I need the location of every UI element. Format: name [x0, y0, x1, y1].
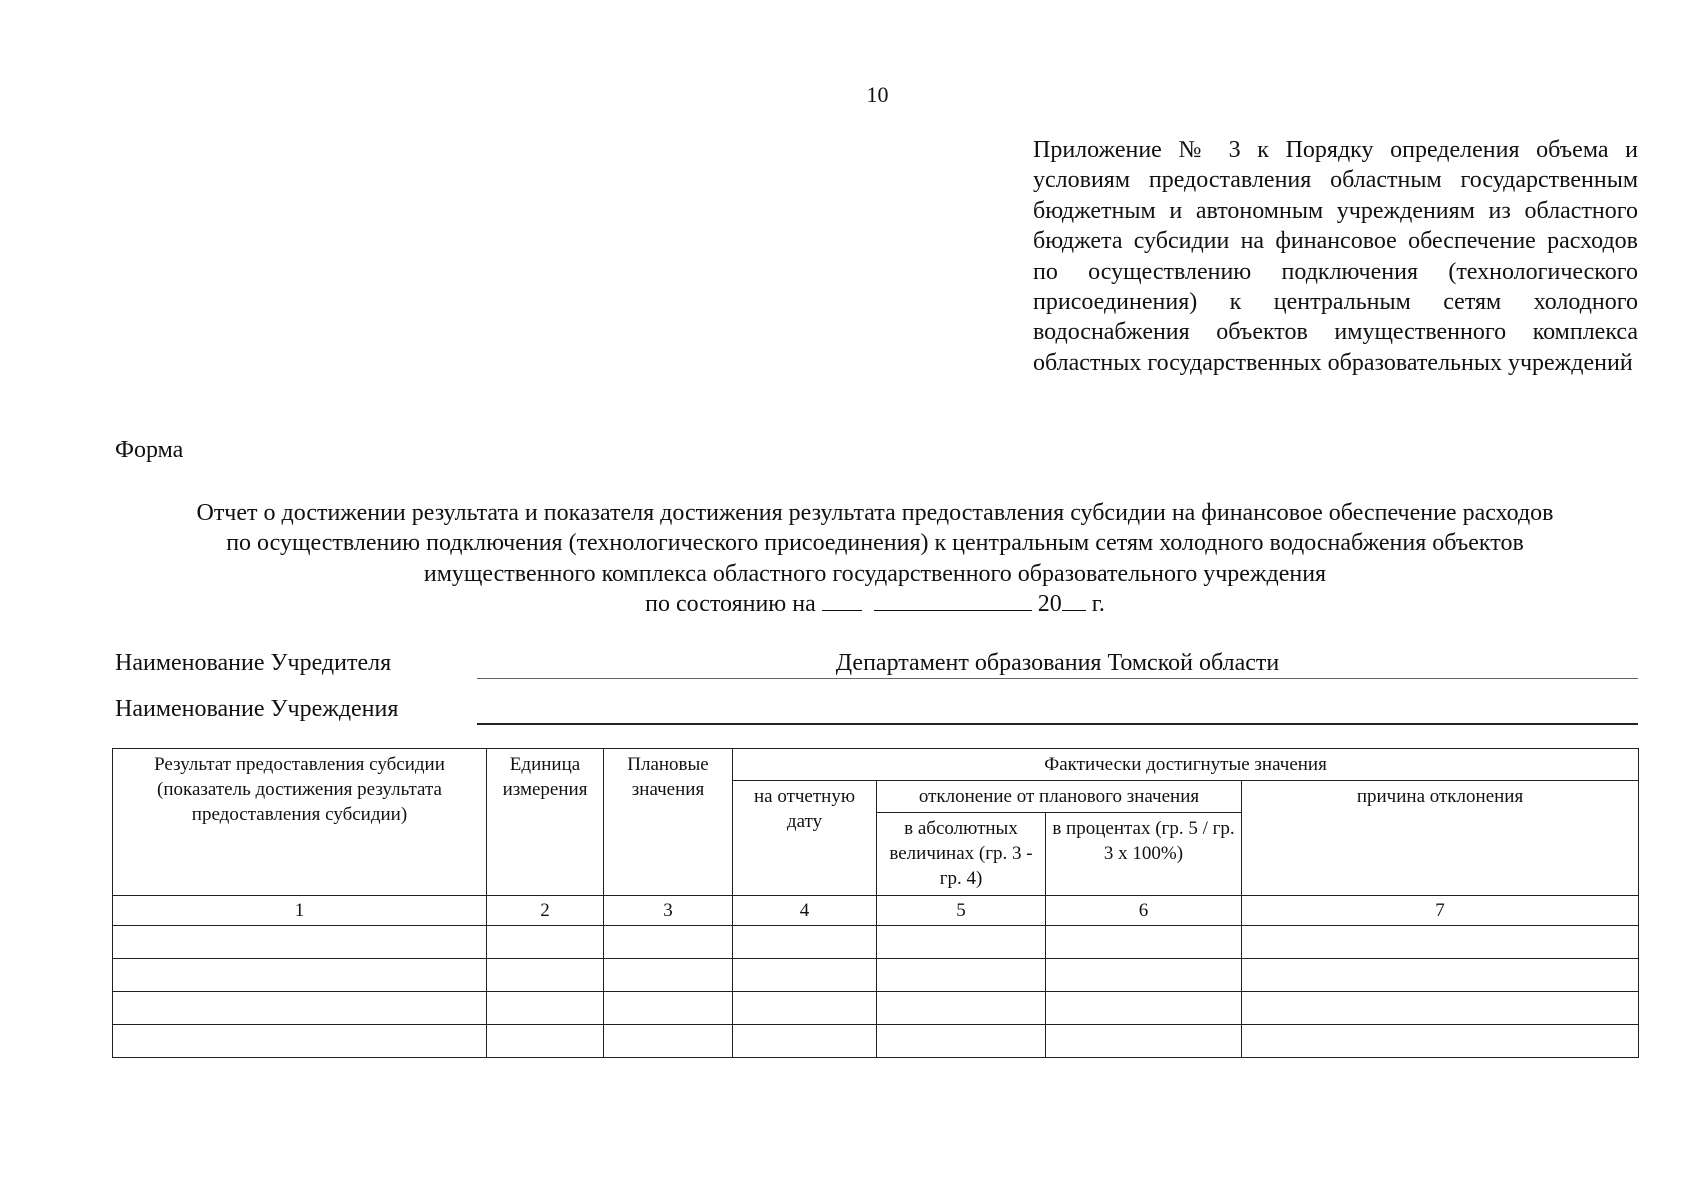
column-number: 1 [113, 896, 487, 926]
form-label: Форма [115, 437, 184, 463]
founder-value[interactable]: Департамент образования Томской области [477, 650, 1638, 679]
column-number: 5 [877, 896, 1046, 926]
header-result: Результат предоставления субсидии (показатель достижения результата предоставления субсидии) [113, 749, 487, 896]
report-title-line-3: имущественного комплекса областного государственного образовательного учреждения [423, 560, 1327, 587]
table-cell[interactable] [113, 992, 487, 1025]
header-deviation-reason: причина отклонения [1242, 781, 1639, 896]
column-numbers-row [113, 896, 1639, 926]
table-cell[interactable] [1242, 959, 1639, 992]
header-percent: в процентах (гр. 5 / гр. 3 x 100%) [1046, 813, 1242, 896]
header-deviation-group: отклонение от планового значения [877, 781, 1242, 813]
table-cell[interactable] [877, 926, 1046, 959]
table-cell[interactable] [877, 992, 1046, 1025]
table-row [113, 959, 1639, 992]
report-title-line-2: по осуществлению подключения (технологического присоединения) к центральным сетям холодного водоснабжения объектов [226, 530, 1524, 557]
table-cell[interactable] [1046, 926, 1242, 959]
table-cell[interactable] [1242, 926, 1639, 959]
report-date-prefix: по состоянию на [645, 591, 816, 618]
table-cell[interactable] [113, 926, 487, 959]
header-absolute: в абсолютных величинах (гр. 3 - гр. 4) [877, 813, 1046, 896]
table-cell[interactable] [1242, 992, 1639, 1025]
table-cell[interactable] [487, 1025, 604, 1058]
institution-label: Наименование Учреждения [115, 696, 399, 722]
column-number: 3 [604, 896, 733, 926]
column-number: 2 [487, 896, 604, 926]
month-blank[interactable] [874, 590, 1032, 611]
institution-value[interactable] [477, 696, 1638, 725]
table-cell[interactable] [1242, 1025, 1639, 1058]
table-cell[interactable] [877, 1025, 1046, 1058]
day-blank[interactable] [822, 590, 862, 611]
table-cell[interactable] [487, 926, 604, 959]
report-table [112, 748, 1639, 1058]
table-cell[interactable] [733, 1025, 877, 1058]
report-title-line-1: Отчет о достижении результата и показателя достижения результата предоставления субсидии на финансовое обеспечение расходов [196, 500, 1554, 526]
column-number: 6 [1046, 896, 1242, 926]
founder-label: Наименование Учредителя [115, 650, 392, 676]
table-cell[interactable] [113, 959, 487, 992]
table-cell[interactable] [877, 959, 1046, 992]
table-cell[interactable] [1046, 992, 1242, 1025]
year-prefix: 20 [1037, 591, 1062, 618]
header-reporting-date: на отчетную дату [733, 781, 877, 896]
header-actual-group: Фактически достигнутые значения [733, 749, 1639, 781]
table-cell[interactable] [487, 992, 604, 1025]
table-cell[interactable] [733, 992, 877, 1025]
header-planned: Плановые значения [604, 749, 733, 896]
table-cell[interactable] [604, 926, 733, 959]
table-cell[interactable] [604, 1025, 733, 1058]
table-cell[interactable] [487, 959, 604, 992]
table-row [113, 992, 1639, 1025]
table-row [113, 926, 1639, 959]
table-row [113, 1025, 1639, 1058]
table-cell[interactable] [604, 959, 733, 992]
page-number: 10 [866, 82, 889, 107]
table-cell[interactable] [113, 1025, 487, 1058]
table-cell[interactable] [733, 926, 877, 959]
appendix-reference: Приложение № 3 к Порядку определения объема и условиям предоставления областным государственным бюджетным и автономным учреждениям из областного бюджета субсидии на финансовое обеспечение расходов по осуществлению подключения (технологического присоединения) к центральным сетям холодного водоснабжения объектов имущественного комплекса областных государственных образовательных учреждений [1033, 137, 1638, 376]
table-cell[interactable] [733, 959, 877, 992]
table-cell[interactable] [1046, 959, 1242, 992]
table-cell[interactable] [1046, 1025, 1242, 1058]
year-suffix: г. [1091, 591, 1105, 618]
column-number: 4 [733, 896, 877, 926]
header-unit: Единица измерения [487, 749, 604, 896]
report-date-line [110, 589, 1640, 619]
report-title [110, 498, 1640, 620]
table-cell[interactable] [604, 992, 733, 1025]
year-blank[interactable] [1062, 590, 1086, 611]
column-number: 7 [1242, 896, 1639, 926]
